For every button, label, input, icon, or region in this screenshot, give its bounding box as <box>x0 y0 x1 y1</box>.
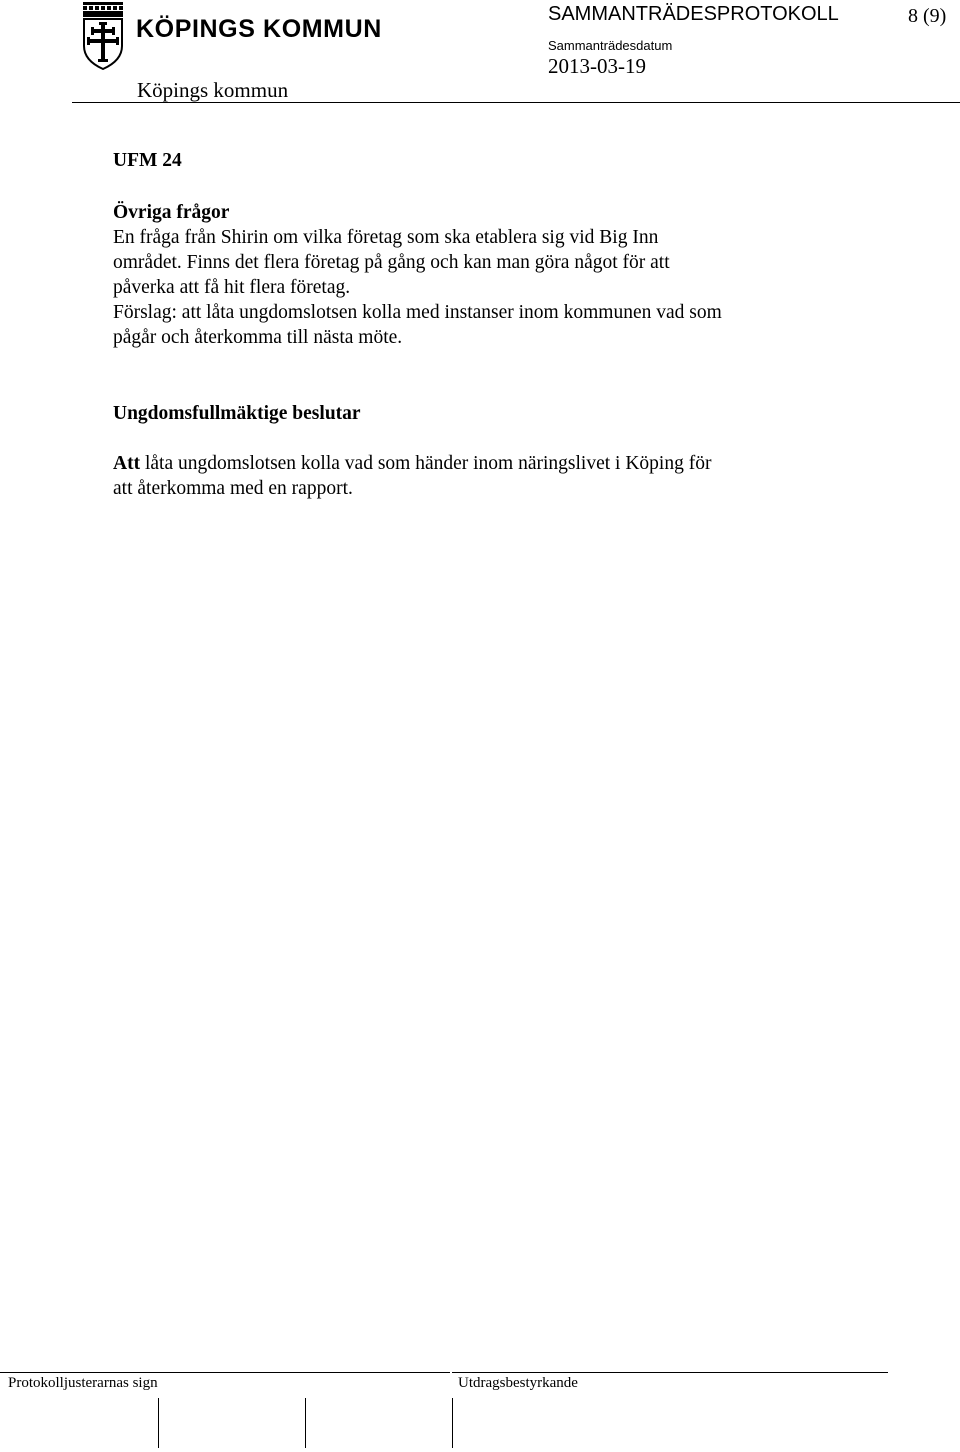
decision-line: att återkomma med en rapport. <box>113 478 353 499</box>
meeting-date: 2013-03-19 <box>548 54 646 78</box>
signature-box-divider <box>158 1398 159 1448</box>
decision-text <box>113 451 711 501</box>
section-heading: Övriga frågor <box>113 202 230 223</box>
page-number: 8 (9) <box>908 5 947 27</box>
decision-lead: Att <box>113 453 141 474</box>
paragraph-line: Förslag: att låta ungdomslotsen kolla med instanser inom kommunen vad som <box>113 302 722 323</box>
certification-label: Utdragsbestyrkande <box>458 1375 578 1391</box>
paragraph-line: pågår och återkomma till nästa möte. <box>113 327 403 348</box>
municipality-name: Köpings kommun <box>137 78 289 102</box>
case-id: UFM 24 <box>113 150 182 171</box>
paragraph-line: En fråga från Shirin om vilka företag som ska etablera sig vid Big Inn <box>113 227 659 248</box>
brand-name: KÖPINGS KOMMUN <box>136 15 382 43</box>
header-divider <box>72 102 960 103</box>
signature-box-divider <box>305 1398 306 1448</box>
document-type: SAMMANTRÄDESPROTOKOLL <box>548 3 839 25</box>
signature-label: Protokolljusterarnas sign <box>8 1375 158 1391</box>
paragraph-line: området. Finns det flera företag på gång och kan man göra något för att <box>113 252 670 273</box>
decision-heading: Ungdomsfullmäktige beslutar <box>113 403 361 424</box>
footer-divider-left <box>0 1372 450 1373</box>
coat-of-arms-icon <box>82 2 124 70</box>
signature-box-divider <box>452 1398 453 1448</box>
meeting-date-label: Sammanträdesdatum <box>548 38 673 53</box>
decision-line-text: låta ungdomslotsen kolla vad som händer inom näringslivet i Köping för <box>140 453 712 474</box>
decision-line <box>113 451 711 476</box>
footer-divider-right <box>452 1372 888 1373</box>
paragraph-line: påverka att få hit flera företag. <box>113 277 351 298</box>
question-paragraph <box>113 225 722 350</box>
